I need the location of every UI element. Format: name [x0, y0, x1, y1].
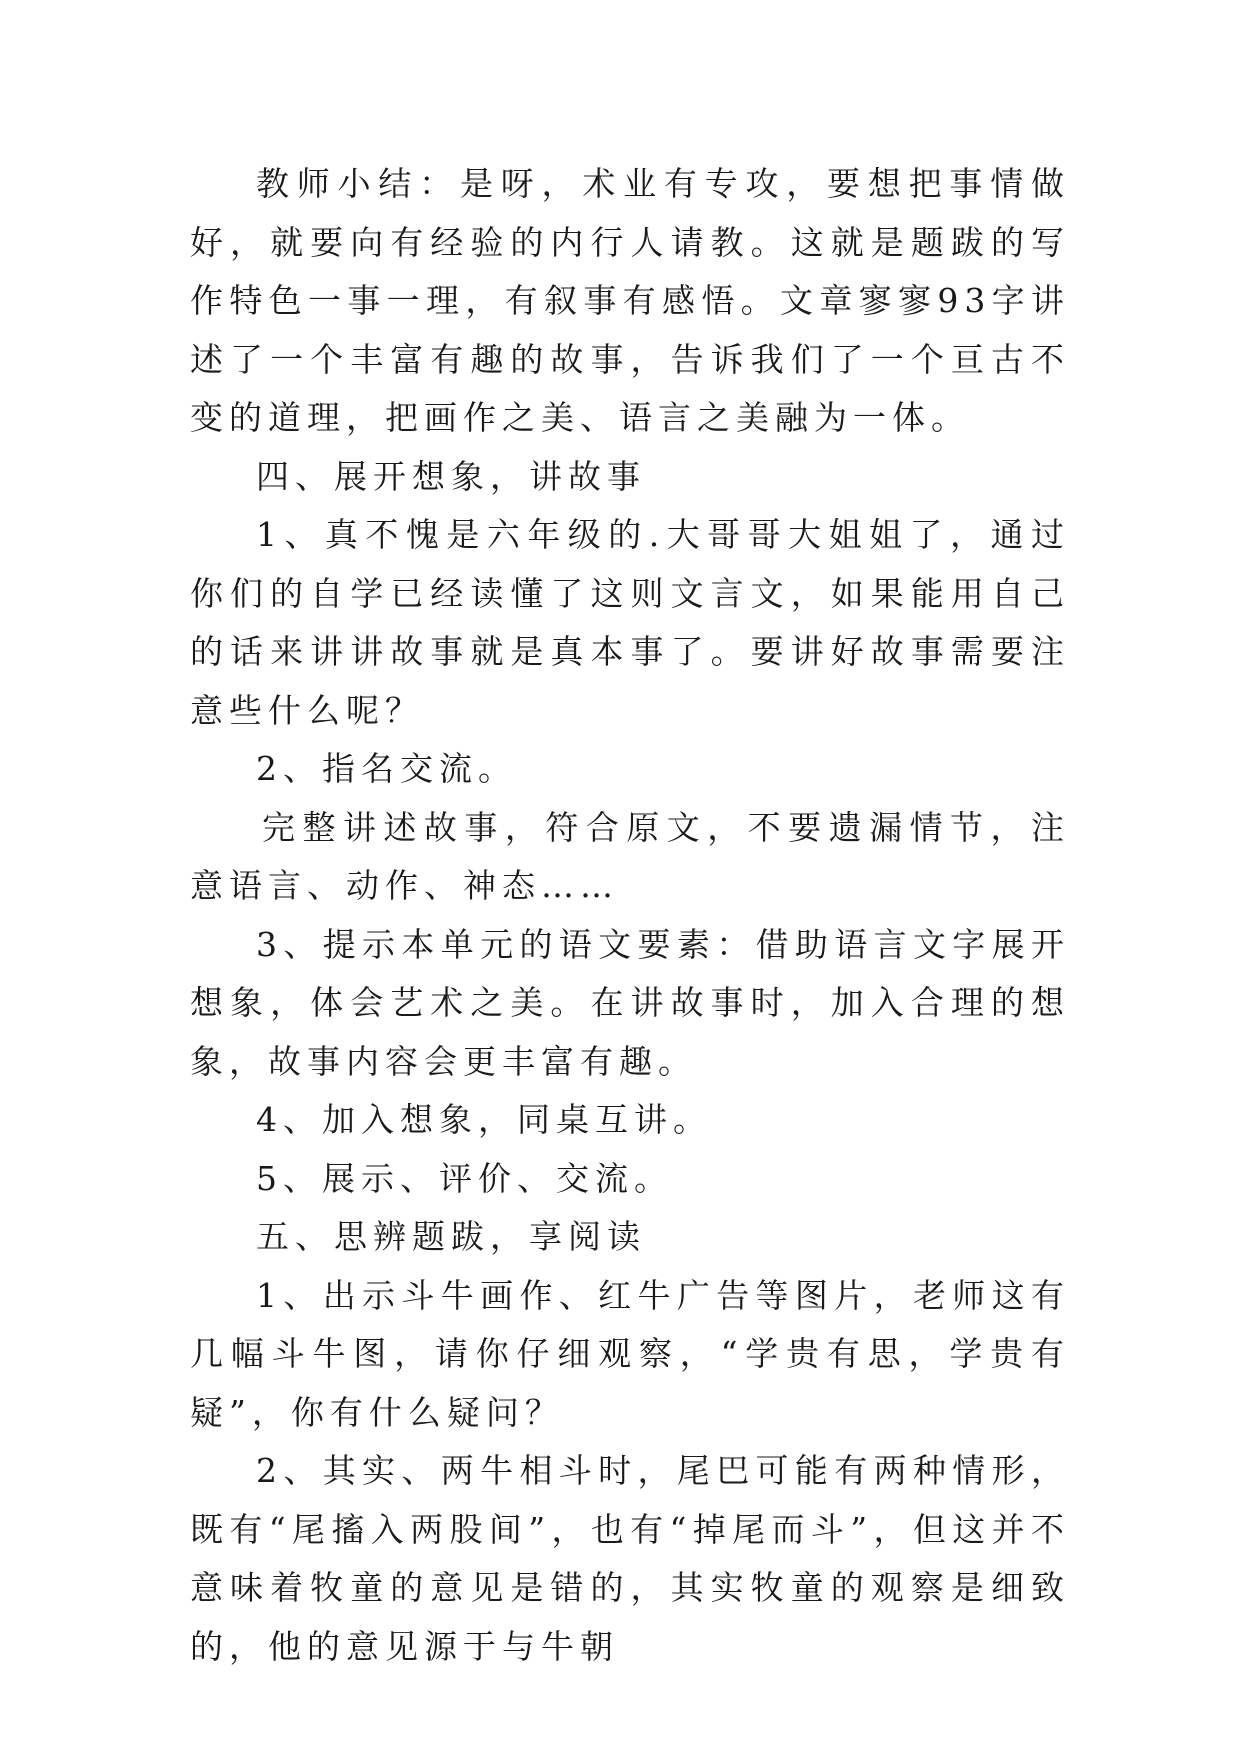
section-heading-5: 五、思辨题跋，享阅读 [256, 1217, 646, 1256]
paragraph-retell-requirements: 完整讲述故事，符合原文，不要遗漏情节，注意语言、动作、神态…… [190, 807, 1070, 905]
document-body [190, 155, 1070, 1676]
paragraph-item-1: 1、真不愧是六年级的.大哥哥大姐姐了，通过你们的自学已经读懂了这则文言文，如果能用自己的话来讲讲故事就是真本事了。要讲好故事需要注意些什么呢？ [190, 515, 1070, 730]
paragraph-item-2-explanation: 2、其实、两牛相斗时，尾巴可能有两种情形，既有“尾搐入两股间”，也有“掉尾而斗”，但这并不意味着牧童的意见是错的，其实牧童的观察是细致的，他的意见源于与牛朝 [190, 1451, 1070, 1666]
paragraph-item-2: 2、指名交流。 [256, 749, 517, 788]
paragraph-item-1-images: 1、出示斗牛画作、红牛广告等图片，老师这有几幅斗牛图，请你仔细观察，“学贵有思，学贵有疑”，你有什么疑问？ [190, 1275, 1070, 1432]
paragraph-item-4: 4、加入想象，同桌互讲。 [256, 1100, 712, 1139]
paragraph-item-5: 5、展示、评价、交流。 [256, 1158, 673, 1198]
section-heading-4: 四、展开想象，讲故事 [256, 456, 646, 496]
paragraph-teacher-summary: 教师小结：是呀，术业有专攻，要想把事情做好，就要向有经验的内行人请教。这就是题跋的写作特色一事一理，有叙事有感悟。文章寥寥93字讲述了一个丰富有趣的故事，告诉我们了一个亘古不变的道理，把画作之美、语言之美融为一体。 [190, 164, 1070, 437]
paragraph-item-3: 3、提示本单元的语文要素：借助语言文字展开想象，体会艺术之美。在讲故事时，加入合理的想象，故事内容会更丰富有趣。 [190, 924, 1070, 1081]
